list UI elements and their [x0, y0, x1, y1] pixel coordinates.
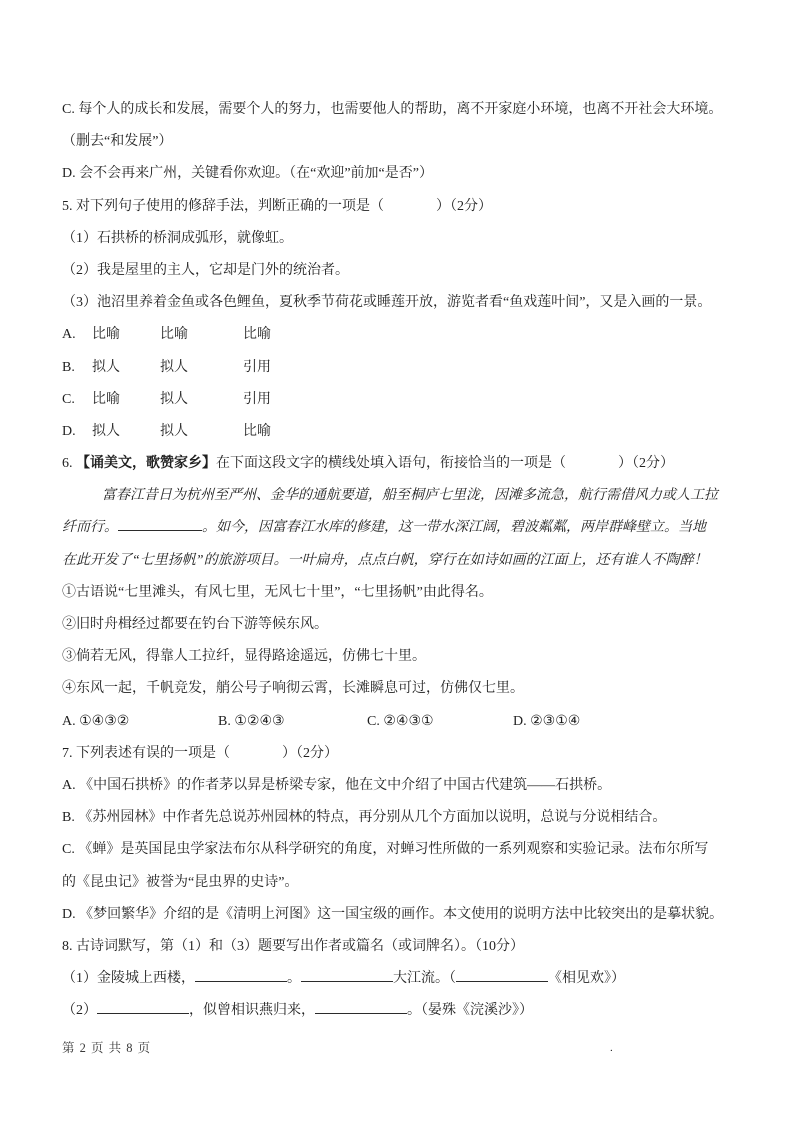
text-segment: ①古语说“七里滩头，有风七里，无风七十里”，“七里扬帆”由此得名。 — [62, 584, 493, 600]
q7-option-b — [62, 802, 732, 834]
text-segment: A. ①④③② — [62, 713, 130, 729]
answer-blank — [195, 966, 287, 982]
text-segment: 比喻 — [243, 423, 271, 439]
q7-option-a — [62, 770, 732, 802]
stray-ink-mark: . — [610, 1042, 613, 1054]
text-segment: 。 — [287, 971, 301, 987]
text-segment: ④东风一起，千帆竞发，艄公号子响彻云霄，长滩瞬息可过，仿佛仅七里。 — [62, 681, 524, 697]
text-segment: A. — [62, 327, 76, 343]
text-segment: （1）石拱桥的桥洞成弧形，就像虹。 — [62, 230, 293, 246]
option-d-q4 — [62, 158, 732, 190]
text-segment: 在下面这段文字的横线处填入语句，衔接恰当的一项是（ — [216, 456, 566, 472]
question-6-stem — [62, 448, 732, 480]
text-segment: D. 《梦回繁华》介绍的是《清明上河图》这一国宝级的画作。本文使用的说明方法中比较突出的是摹状貌。 — [62, 906, 724, 922]
q5-option-a — [62, 319, 732, 351]
q6-sentence-4 — [62, 673, 732, 705]
q7-option-c-line-2 — [62, 867, 732, 899]
q6-sentence-1 — [62, 577, 732, 609]
answer-blank — [315, 998, 407, 1014]
q8-item-1 — [62, 963, 732, 995]
text-segment: 比喻 — [92, 391, 120, 407]
text-segment: （删去“和发展”） — [62, 134, 173, 150]
q5-option-b — [62, 352, 732, 384]
q6-passage-line-2 — [62, 512, 732, 544]
text-segment: ）（2分） — [436, 198, 492, 214]
option-c-q4-note — [62, 126, 732, 158]
text-segment: D. 会不会再来广州，关键看你欢迎。（在“欢迎”前加“是否”） — [62, 166, 433, 182]
text-segment: B. — [62, 359, 75, 375]
question-8-stem — [62, 931, 732, 963]
text-segment: 富春江昔日为杭州至严州、金华的通航要道，船至桐庐七里泷，因滩多流急，航行需借风力或人工拉 — [102, 488, 718, 504]
text-segment: ）（2分） — [282, 745, 338, 761]
text-segment: 拟人 — [92, 359, 120, 375]
text-segment: 5. 对下列句子使用的修辞手法，判断正确的一项是（ — [62, 198, 384, 214]
text-segment: 7. 下列表述有误的一项是（ — [62, 745, 230, 761]
q6-options — [62, 706, 732, 738]
text-segment: 比喻 — [160, 327, 188, 343]
text-segment: 拟人 — [160, 423, 188, 439]
text-segment: 《相见欢》） — [548, 971, 625, 987]
text-segment: （3）池沼里养着金鱼或各色鲤鱼，夏秋季节荷花或睡莲开放，游览者看“鱼戏莲叶间”，又是入画的一景。 — [62, 295, 712, 311]
text-segment: 6. — [62, 456, 76, 472]
text-segment: 拟人 — [92, 423, 120, 439]
q5-sentence-3 — [62, 287, 732, 319]
text-segment: ③倘若无风，得靠人工拉纤，显得路途遥远，仿佛七十里。 — [62, 649, 426, 665]
text-segment: （2）我是屋里的主人，它却是门外的统治者。 — [62, 262, 349, 278]
text-segment: 在此开发了“七里扬帆”的旅游项目。一叶扁舟，点点白帆，穿行在如诗如画的江面上，还有谁人不陶醉！ — [62, 552, 708, 568]
text-segment: B. 《苏州园林》中作者先总说苏州园林的特点，再分别从几个方面加以说明，总说与分说相结合。 — [62, 810, 667, 826]
text-segment: 大江流。（ — [393, 971, 456, 987]
q7-option-d — [62, 899, 732, 931]
text-segment: C. 每个人的成长和发展，需要个人的努力，也需要他人的帮助，离不开家庭小环境，也离不开社会大环境。 — [62, 102, 723, 117]
text-segment: C. — [62, 391, 75, 407]
text-segment: 的《昆虫记》被誉为“昆虫界的史诗”。 — [62, 874, 299, 890]
q5-option-c — [62, 384, 732, 416]
text-segment: 引用 — [243, 391, 271, 407]
answer-blank — [118, 515, 202, 531]
bold-text: 【诵美文，歌赞家乡】 — [76, 456, 216, 472]
page-footer: 第 2 页 共 8 页 — [62, 1041, 152, 1055]
q6-sentence-2 — [62, 609, 732, 641]
text-segment: 比喻 — [243, 327, 271, 343]
text-segment: （1）金陵城上西楼， — [62, 971, 195, 987]
q6-passage-line-3 — [62, 545, 732, 577]
text-segment: 引用 — [243, 359, 271, 375]
text-segment: 拟人 — [160, 391, 188, 407]
text-body — [62, 94, 732, 1027]
text-segment: A. 《中国石拱桥》的作者茅以昇是桥梁专家，他在文中介绍了中国古代建筑——石拱桥。 — [62, 777, 612, 793]
text-segment: 比喻 — [92, 327, 120, 343]
answer-blank — [301, 966, 393, 982]
text-segment: 。如今，因富春江水库的修建，这一带水深江阔，碧波粼粼，两岸群峰壁立。当地 — [202, 520, 706, 536]
question-5-stem — [62, 191, 732, 223]
text-segment: ②旧时舟楫经过都要在钓台下游等候东风。 — [62, 617, 328, 632]
text-segment: D. ②③①④ — [513, 713, 581, 729]
q7-option-c-line-1 — [62, 834, 732, 866]
q5-sentence-2 — [62, 255, 732, 287]
option-c-q4 — [62, 94, 732, 126]
text-segment: 拟人 — [160, 359, 188, 375]
text-segment: 8. 古诗词默写，第（1）和（3）题要写出作者或篇名（或词牌名）。（10分） — [62, 938, 524, 954]
text-segment: C. ②④③① — [367, 713, 434, 729]
q6-sentence-3 — [62, 641, 732, 673]
text-segment: D. — [62, 423, 76, 439]
q5-option-d — [62, 416, 732, 448]
question-7-stem — [62, 738, 732, 770]
q8-item-2 — [62, 995, 732, 1027]
q5-sentence-1 — [62, 223, 732, 255]
q6-passage-line-1 — [62, 480, 732, 512]
text-segment: （2） — [62, 1003, 97, 1019]
text-segment: ，似曾相识燕归来， — [189, 1003, 315, 1019]
answer-blank — [456, 966, 548, 982]
text-segment: C. 《蝉》是英国昆虫学家法布尔从科学研究的角度，对蝉习性所做的一系列观察和实验记录。法布尔所写 — [62, 842, 709, 858]
text-segment: B. ①②④③ — [218, 713, 285, 729]
answer-blank — [97, 998, 189, 1014]
text-segment: 纤而行。 — [62, 520, 118, 536]
text-segment: 。（晏殊《浣溪沙》） — [407, 1003, 533, 1019]
text-segment: ）（2分） — [618, 456, 674, 472]
